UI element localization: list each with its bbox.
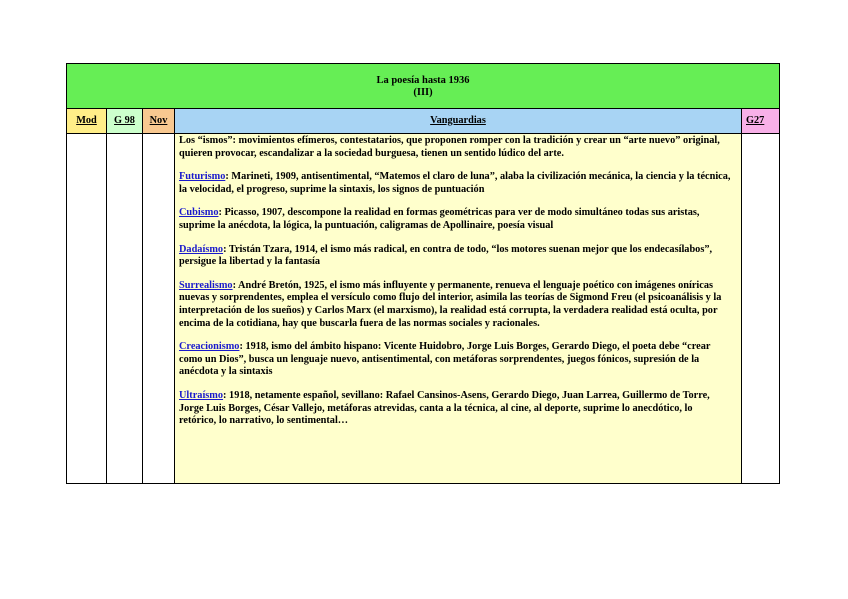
header-vanguardias: Vanguardias [175, 109, 742, 134]
cell-vanguardias-content [175, 134, 742, 484]
movement-ultraismo: Ultraísmo: 1918, netamente español, sevillano: Rafael Cansinos-Asens, Gerardo Diego, Juan Larrea, Guillermo de Torre, Jorge Luis Borges, César Vallejo, metáforas atrevidas, canta a la técnica, al cine, al deporte, suprime lo anecdótico, lo retórico, lo narrativo, lo sentimental… [179, 389, 710, 427]
movement-dadaismo: Dadaísmo: Tristán Tzara, 1914, el ismo más radical, en contra de todo, “los motores suenan mejor que los endecasílabos”, persigue la libertad y la fantasía [179, 243, 713, 268]
term-link-dadaismo[interactable]: Dadaísmo [179, 243, 224, 255]
movement-futurismo: Futurismo: Marineti, 1909, antisentimental, “Matemos el claro de luna”, alaba la civilización mecánica, la ciencia y la técnica, la velocidad, el progreso, suprime la sintaxis, los signos de puntuación [179, 171, 731, 195]
header-g27: G27 [742, 109, 780, 134]
cell-mod-empty [67, 134, 107, 484]
title-row [67, 64, 780, 109]
term-link-cubismo[interactable]: Cubismo [179, 207, 219, 219]
term-link-futurismo[interactable]: Futurismo [179, 171, 226, 183]
header-g98: G 98 [107, 109, 143, 134]
movement-cubismo: Cubismo: Picasso, 1907, descompone la realidad en formas geométricas para ver de modo simultáneo todas sus aristas, suprime la anécdota, la lógica, la puntuación, caligramas de Apollinaire, poesía visual [179, 207, 700, 231]
table-title-line1: La poesía hasta 1936 [376, 74, 470, 86]
poetry-table [66, 63, 780, 484]
cell-g27-empty [742, 134, 780, 484]
movement-surrealismo: Surrealismo: André Bretón, 1925, el ismo más influyente y permanente, renueva el lenguaje poético con imágenes oníricas nuevas y sorprendentes, emplea el versículo como flujo del interior, asimila las teorías de Sigmond Freu (el psicoanálisis y la interpretación de los sueños) y Carlos Marx (el marxismo), la realidad está corrupta, la verdadera realidad está oculta, por encima de la cotidiana, hay que buscarla fuera de las normas sociales y racionales. [179, 279, 722, 329]
cell-nov-empty [143, 134, 175, 484]
intro-paragraph: Los “ismos”: movimientos efímeros, contestatarios, que proponen romper con la tradición y crear un “arte nuevo” original, quieren provocar, escandalizar a la sociedad burguesa, tienen un sentido lúdico del arte. [179, 135, 720, 159]
table-title-line2: (III) [413, 87, 433, 98]
cell-g98-empty [107, 134, 143, 484]
header-row [67, 109, 780, 134]
term-link-creacionismo[interactable]: Creacionismo [179, 341, 240, 353]
movement-creacionismo: Creacionismo: 1918, ismo del ámbito hispano: Vicente Huidobro, Jorge Luis Borges, Gerardo Diego, el poeta debe “crear como un Dios”, busca un lenguaje nuevo, antisentimental, con metáforas sorprendentes, juegos fónicos, supresión de la anécdota y la sintaxis [179, 341, 711, 378]
content-row [67, 134, 780, 484]
table-title [67, 64, 780, 109]
term-link-surrealismo[interactable]: Surrealismo [179, 279, 233, 291]
header-nov: Nov [143, 109, 175, 134]
term-link-ultraismo[interactable]: Ultraísmo [179, 389, 224, 401]
header-mod: Mod [67, 109, 107, 134]
